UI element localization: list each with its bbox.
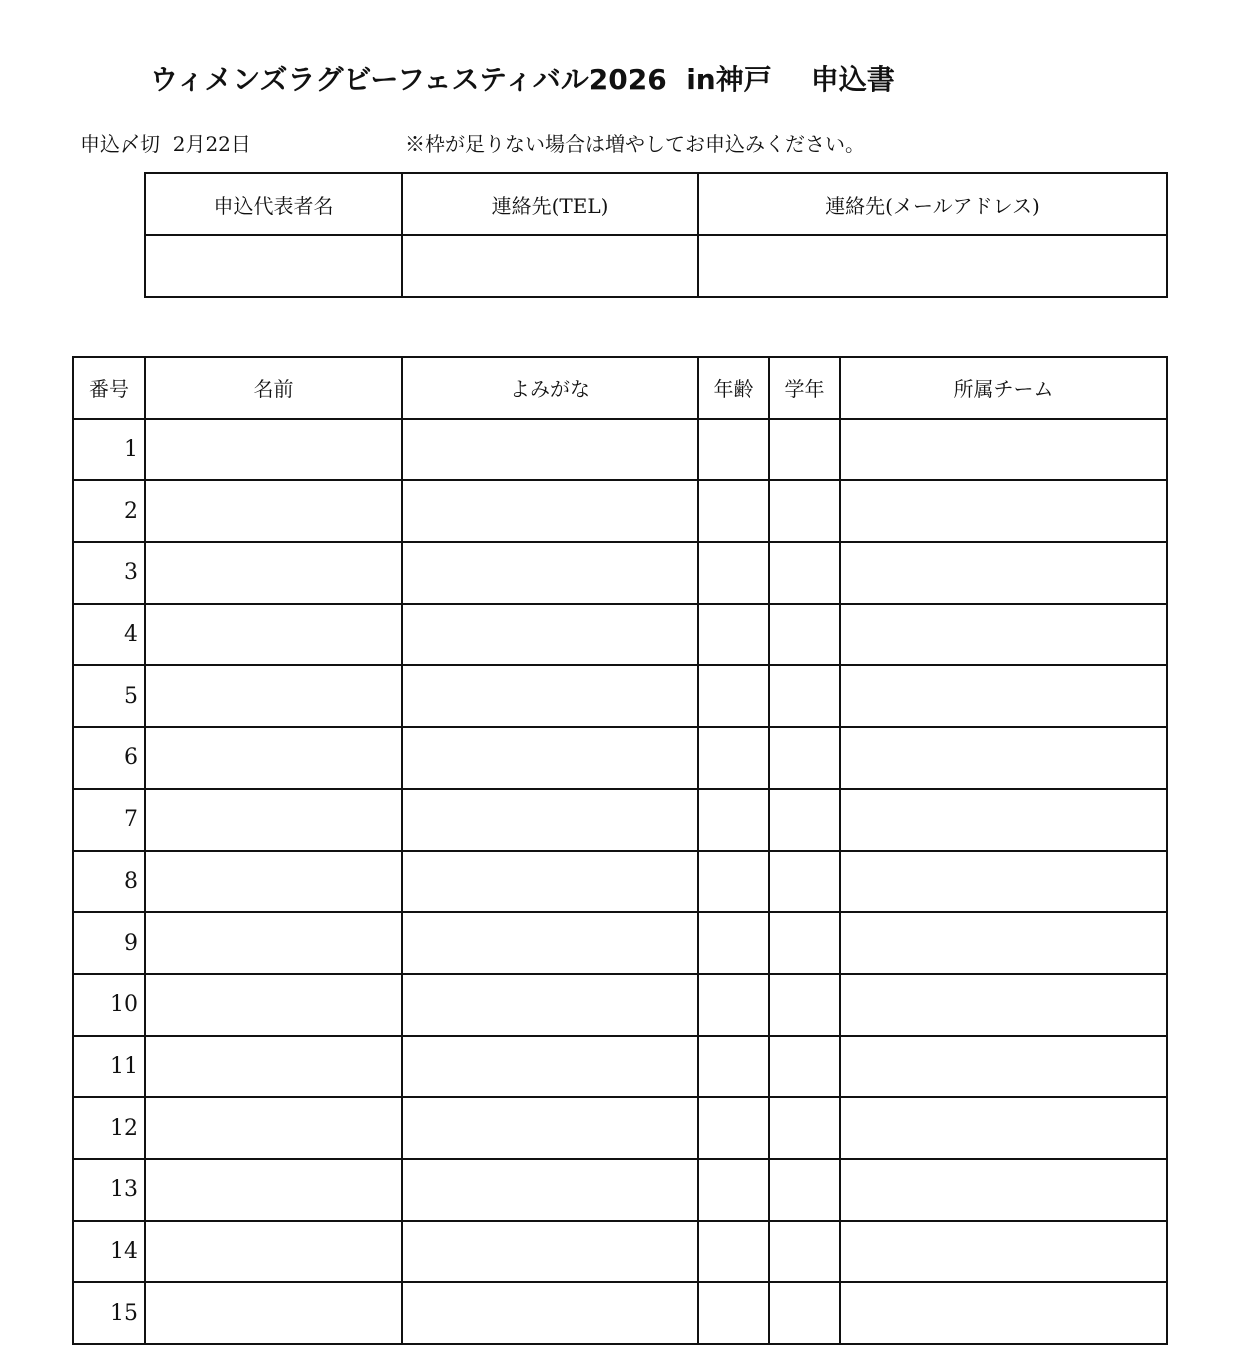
- row-number: 9: [73, 912, 145, 974]
- grade-field[interactable]: [769, 789, 840, 851]
- age-field[interactable]: [698, 604, 769, 666]
- yomigana-field[interactable]: [402, 665, 698, 727]
- table-row: [73, 727, 1167, 789]
- representative-name-field[interactable]: [145, 235, 402, 297]
- yomigana-field[interactable]: [402, 542, 698, 604]
- yomigana-field[interactable]: [402, 1097, 698, 1159]
- row-number: 14: [73, 1221, 145, 1283]
- team-field[interactable]: [840, 542, 1167, 604]
- table-row: [73, 542, 1167, 604]
- team-field[interactable]: [840, 1036, 1167, 1098]
- table-row: [73, 665, 1167, 727]
- table-row: [73, 974, 1167, 1036]
- grade-field[interactable]: [769, 727, 840, 789]
- yomigana-field[interactable]: [402, 1036, 698, 1098]
- grade-field[interactable]: [769, 542, 840, 604]
- age-field[interactable]: [698, 912, 769, 974]
- page-title: ウィメンズラグビーフェスティバル2026 in神戸 申込書: [150, 63, 895, 96]
- yomigana-field[interactable]: [402, 1282, 698, 1344]
- yomigana-field[interactable]: [402, 419, 698, 481]
- table-row: [73, 604, 1167, 666]
- yomigana-field[interactable]: [402, 604, 698, 666]
- number-header: 番号: [73, 357, 145, 419]
- team-field[interactable]: [840, 912, 1167, 974]
- member-header-row: [73, 357, 1167, 419]
- row-number: 2: [73, 480, 145, 542]
- name-field[interactable]: [145, 727, 402, 789]
- representative-tel-header: 連絡先(TEL): [402, 173, 698, 235]
- name-field[interactable]: [145, 1097, 402, 1159]
- table-row: [73, 851, 1167, 913]
- row-number: 11: [73, 1036, 145, 1098]
- row-number: 5: [73, 665, 145, 727]
- team-field[interactable]: [840, 1097, 1167, 1159]
- grade-field[interactable]: [769, 851, 840, 913]
- row-number: 6: [73, 727, 145, 789]
- name-header: 名前: [145, 357, 402, 419]
- age-field[interactable]: [698, 480, 769, 542]
- row-number: 7: [73, 789, 145, 851]
- grade-field[interactable]: [769, 912, 840, 974]
- team-field[interactable]: [840, 1159, 1167, 1221]
- team-field[interactable]: [840, 665, 1167, 727]
- grade-header: 学年: [769, 357, 840, 419]
- yomigana-header: よみがな: [402, 357, 698, 419]
- name-field[interactable]: [145, 789, 402, 851]
- table-row: [73, 1282, 1167, 1344]
- team-field[interactable]: [840, 789, 1167, 851]
- name-field[interactable]: [145, 974, 402, 1036]
- yomigana-field[interactable]: [402, 851, 698, 913]
- age-field[interactable]: [698, 727, 769, 789]
- age-field[interactable]: [698, 1221, 769, 1283]
- representative-header-row: [145, 173, 1167, 235]
- row-number: 3: [73, 542, 145, 604]
- yomigana-field[interactable]: [402, 912, 698, 974]
- table-row: [73, 789, 1167, 851]
- team-header: 所属チーム: [840, 357, 1167, 419]
- yomigana-field[interactable]: [402, 480, 698, 542]
- age-field[interactable]: [698, 1159, 769, 1221]
- age-field[interactable]: [698, 851, 769, 913]
- row-number: 15: [73, 1282, 145, 1344]
- table-row: [73, 1221, 1167, 1283]
- representative-name-header: 申込代表者名: [145, 173, 402, 235]
- name-field[interactable]: [145, 419, 402, 481]
- table-row: [73, 419, 1167, 481]
- grade-field[interactable]: [769, 1221, 840, 1283]
- member-rows: [73, 419, 1167, 1344]
- team-field[interactable]: [840, 974, 1167, 1036]
- representative-tel-field[interactable]: [402, 235, 698, 297]
- team-field[interactable]: [840, 727, 1167, 789]
- team-field[interactable]: [840, 1282, 1167, 1344]
- row-number: 12: [73, 1097, 145, 1159]
- table-row: [73, 912, 1167, 974]
- yomigana-field[interactable]: [402, 1159, 698, 1221]
- age-field[interactable]: [698, 542, 769, 604]
- name-field[interactable]: [145, 851, 402, 913]
- note-text: ※枠が足りない場合は増やしてお申込みください。: [405, 132, 865, 156]
- row-number: 1: [73, 419, 145, 481]
- name-field[interactable]: [145, 604, 402, 666]
- representative-table: [144, 172, 1168, 298]
- age-field[interactable]: [698, 974, 769, 1036]
- grade-field[interactable]: [769, 480, 840, 542]
- yomigana-field[interactable]: [402, 974, 698, 1036]
- age-field[interactable]: [698, 789, 769, 851]
- yomigana-field[interactable]: [402, 727, 698, 789]
- name-field[interactable]: [145, 480, 402, 542]
- row-number: 13: [73, 1159, 145, 1221]
- team-field[interactable]: [840, 419, 1167, 481]
- team-field[interactable]: [840, 851, 1167, 913]
- yomigana-field[interactable]: [402, 1221, 698, 1283]
- name-field[interactable]: [145, 1221, 402, 1283]
- grade-field[interactable]: [769, 665, 840, 727]
- grade-field[interactable]: [769, 1282, 840, 1344]
- age-field[interactable]: [698, 419, 769, 481]
- team-field[interactable]: [840, 604, 1167, 666]
- row-number: 10: [73, 974, 145, 1036]
- age-field[interactable]: [698, 1036, 769, 1098]
- table-row: [73, 1159, 1167, 1221]
- representative-input-row: [145, 235, 1167, 297]
- grade-field[interactable]: [769, 604, 840, 666]
- yomigana-field[interactable]: [402, 789, 698, 851]
- name-field[interactable]: [145, 912, 402, 974]
- member-table: [72, 356, 1168, 1345]
- table-row: [73, 1097, 1167, 1159]
- grade-field[interactable]: [769, 1097, 840, 1159]
- name-field[interactable]: [145, 1282, 402, 1344]
- name-field[interactable]: [145, 1159, 402, 1221]
- row-number: 4: [73, 604, 145, 666]
- team-field[interactable]: [840, 480, 1167, 542]
- table-row: [73, 480, 1167, 542]
- grade-field[interactable]: [769, 1036, 840, 1098]
- representative-email-field[interactable]: [698, 235, 1167, 297]
- representative-email-header: 連絡先(メールアドレス): [698, 173, 1167, 235]
- grade-field[interactable]: [769, 1159, 840, 1221]
- team-field[interactable]: [840, 1221, 1167, 1283]
- age-header: 年齢: [698, 357, 769, 419]
- row-number: 8: [73, 851, 145, 913]
- grade-field[interactable]: [769, 419, 840, 481]
- deadline-text: 申込〆切 2月22日: [80, 132, 251, 156]
- name-field[interactable]: [145, 665, 402, 727]
- table-row: [73, 1036, 1167, 1098]
- age-field[interactable]: [698, 1097, 769, 1159]
- name-field[interactable]: [145, 542, 402, 604]
- name-field[interactable]: [145, 1036, 402, 1098]
- age-field[interactable]: [698, 665, 769, 727]
- age-field[interactable]: [698, 1282, 769, 1344]
- grade-field[interactable]: [769, 974, 840, 1036]
